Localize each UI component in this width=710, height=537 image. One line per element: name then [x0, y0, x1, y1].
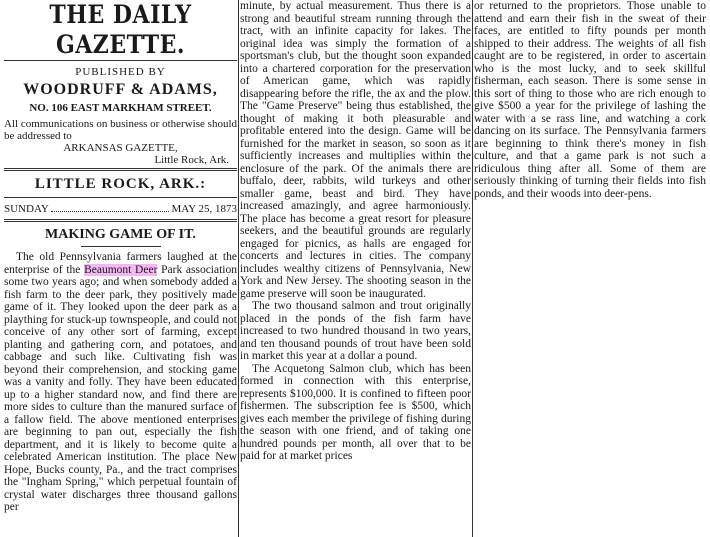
article-text: Park association some two years ago; and when somebody added a fish farm to the deer park, they positively made game of it. They looked upon the deer park as a plaything for stuck-up townspeople, and could not conceive of any other sort of farming, except planting and gathering corn, and potatoes, and cabbage and such like. Cultivating fish was beyond their comprehension, and stocking game was a vanity and folly. They have been educated up to a higher standard now, and find there are more sides to culture than the manured surface of a fallow field. The above mentioned enterprises are beginning to pan out, especially the fish department, and it is likely to become quite a celebrated American institution. The place New Hope, Bucks county, Pa., and the tract comprises the "Ingham Spring," which perpetual fountain of crystal water discharges three thousand gallons per: [4, 263, 237, 513]
publisher-address: NO. 106 EAST MARKHAM STREET.: [29, 102, 212, 114]
business-notice: All communications on business or otherwise should be addressed to: [4, 118, 237, 142]
column-rule: [472, 0, 473, 537]
column-rule: [238, 0, 239, 537]
article-paragraph: The two thousand salmon and trout originally placed in the ponds of the fish farm have increased to two hundred thousand in two years, and ten thousand pounds of trout have been sold in market this year at a dollar a pound.: [240, 300, 471, 362]
date-leader: [51, 203, 170, 212]
column-3: [474, 0, 706, 537]
date-value: MAY 25, 1873: [171, 203, 237, 215]
article-text: The old Pennsylvania farmers laughed at the enterprise of the: [4, 251, 237, 276]
dateline: [4, 203, 237, 215]
notice-city: Little Rock, Ark.: [154, 154, 229, 166]
divider: [4, 168, 237, 171]
highlighted-text: Beaumont Deer: [84, 263, 158, 276]
article-paragraph: minute, by actual measurement. Thus there is a strong and beautiful stream running through the tract, with an infinite capacity for lakes. The original idea was simply the formation of a sportsman's club, but the thought soon expanded into a chartered corporation for the preservation of American game, which was rapidly disappearing before the rifle, the ax and the plow. The "Game Preserve" being thus established, the thought of making it both pleasurable and profitable entered into the design. Game will be furnished for the market in season, so soon as it sufficiently increases and multiplies within the enclosure of the park. Of the animals there are buffalo, deer, rabbits, wild turkeys and other smaller game, beast and bird. They have increased amazingly, and agree harmoniously. The place has become a great resort for pleasure seekers, and the beautiful grounds are regularly engaged for picnics, as halls are engaged for concerts and lectures in cities. The company includes wealthy citizens of Pennsylvania, New York and New Jersey. The shooting season in the game preserve will soon be inaugurated.: [240, 0, 471, 300]
place-line: LITTLE ROCK, ARK.:: [34, 176, 207, 192]
article-headline: MAKING GAME OF IT.: [45, 227, 196, 242]
divider: [4, 219, 237, 222]
article-paragraph: or returned to the proprietors. Those unable to attend and earn their fish in the sweat of their faces, are entitled to fifty pounds per month shipped to their address. The weights of all fish caught are to be registered, in order to ascertain who is the most lucky, and to seek skillful fisherman, each season. There is some sense in this sort of thing to those who are rich enough to give $500 a year for the privilege of lashing the water with a se rass line, and watching a cork dancing on its surface. The Pennsylvania farmers are beginning to think there's money in fish culture, and that a game park is not such a ridiculous thing after all. Some of them are seriously thinking of turning their fields into fish ponds, and their woods into deer-pens.: [474, 0, 706, 200]
headline-rule: [81, 246, 161, 247]
date-day: SUNDAY: [4, 203, 49, 215]
publisher-name: WOODRUFF & ADAMS,: [23, 81, 218, 98]
notice-recipient: ARKANSAS GAZETTE,: [63, 142, 178, 154]
column-2: [240, 0, 471, 537]
article-paragraph: [4, 251, 237, 514]
published-by: PUBLISHED BY: [75, 66, 166, 78]
divider: [4, 197, 237, 198]
column-1: [4, 0, 237, 537]
masthead: THE DAILY GAZETTE.: [49, 0, 192, 60]
article-paragraph: The Acquetong Salmon club, which has been formed in connection with this enterprise, represents $100,000. It is confined to fifteen poor fishermen. The subscription fee is $500, which gives each member the privilege of fishing during the season with one friend, and of taking one hundred pounds per month, all over that to be paid for at market prices: [240, 362, 471, 462]
